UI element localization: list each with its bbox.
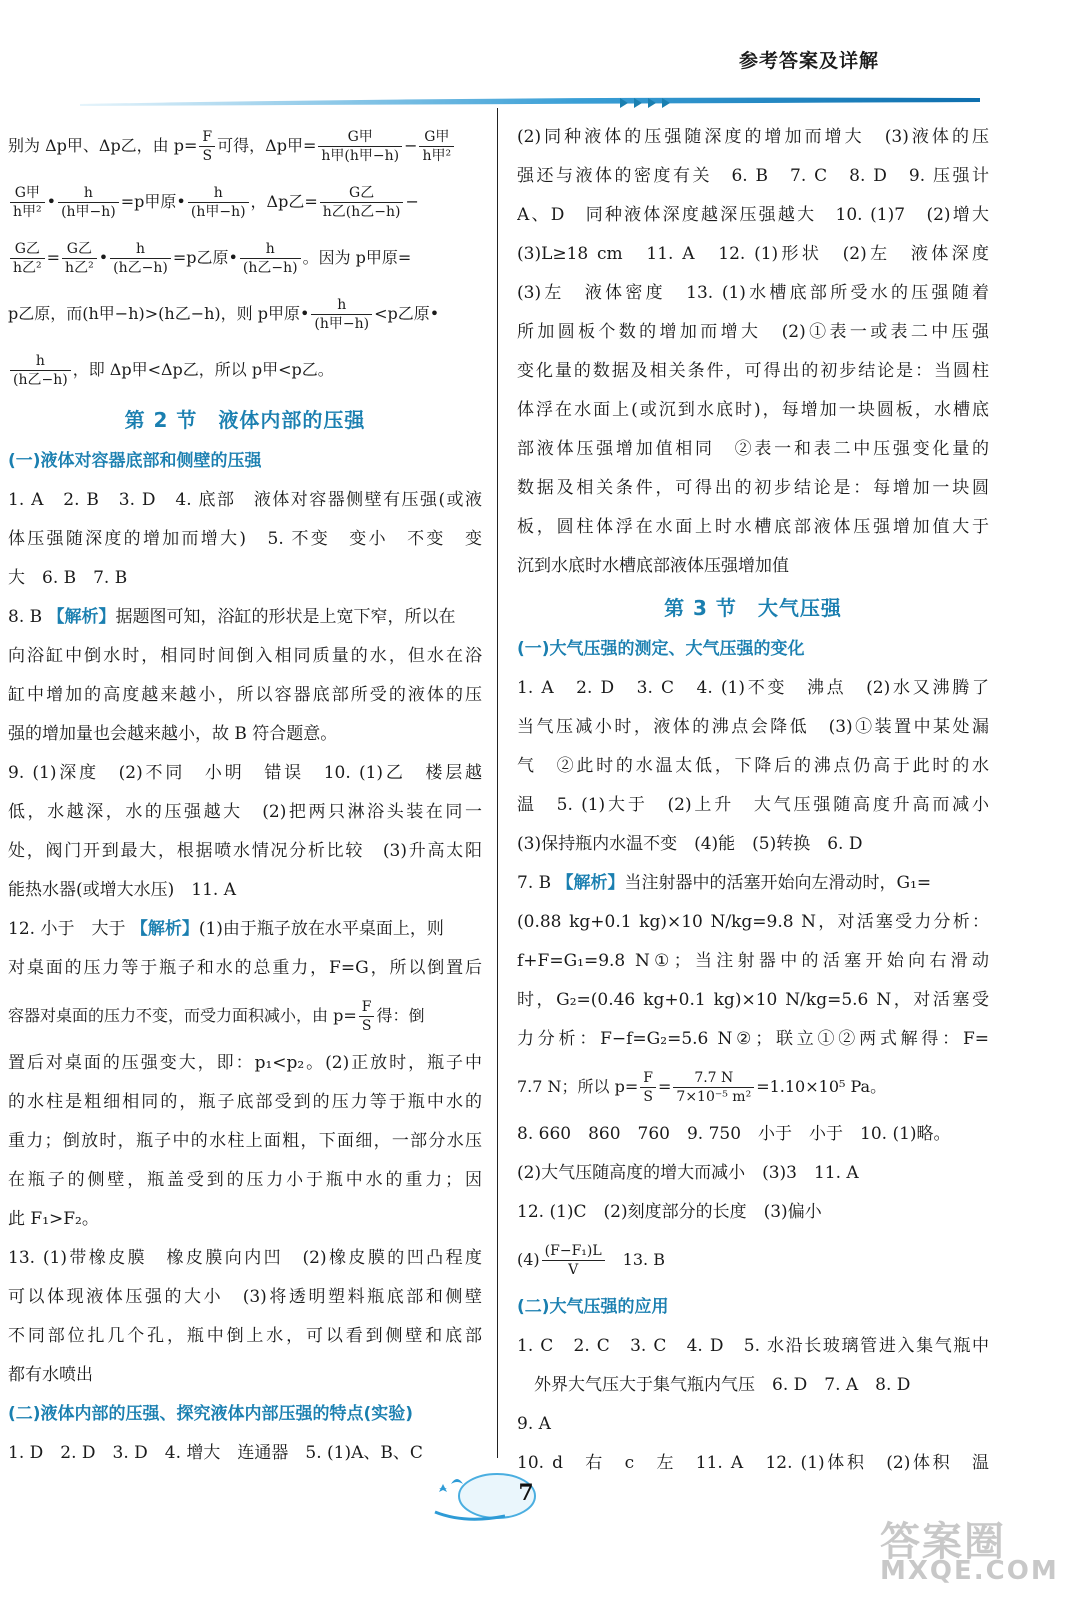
- answer-line: 重力；倒放时，瓶子中的水柱上面粗，下面细，一部分水压: [8, 1131, 482, 1151]
- answer-line: (3)L≥18 cm 11. A 12. (1)形状 (2)左 液体深度: [517, 244, 989, 264]
- column-divider: [497, 108, 498, 1458]
- right-column: [517, 118, 989, 1483]
- header-title: 参考答案及详解: [738, 50, 879, 72]
- formula-line-7: 7.7 N；所以 p= $\frac{F}{S}$ = $\frac{7.7 N}{\text{7×10⁻⁵ m²}}$ =1.10×10⁵ Pa。: [517, 1070, 887, 1105]
- answer-line: 力分析：F−f=G₂=5.6 N②；联立①②两式解得：F=: [517, 1029, 989, 1049]
- analysis-tag: 【解析】: [556, 873, 625, 893]
- answer-line: 温 5. (1)大于 (2)上升 大气压强随高度升高而减小: [517, 795, 989, 815]
- page-number: 7: [518, 1480, 534, 1506]
- answer-line: 所加圆板个数的增加而增大 (2)①表一或表二中压强: [517, 322, 989, 342]
- answer-line: 的水柱是粗细相同的，瓶子底部受到的压力等于瓶中水的: [8, 1092, 482, 1112]
- watermark-url: MXQE.COM: [880, 1556, 1059, 1586]
- subsection-title-liquid-pressure-walls: (一)液体对容器底部和侧壁的压强: [8, 451, 262, 471]
- answer-line-q12: 12. 小于 大于 【解析】(1)由于瓶子放在水平桌面上，则: [8, 919, 444, 939]
- answer-line: 13. (1)带橡皮膜 橡皮膜向内凹 (2)橡皮膜的凹凸程度: [8, 1248, 482, 1268]
- answer-line: 处，阀门开到最大，根据喷水情况分析比较 (3)升高太阳: [8, 841, 482, 861]
- section-title-3: 第 3 节 大气压强: [664, 596, 842, 620]
- answer-line: 9. (1)深度 (2)不同 小明 错误 10. (1)乙 楼层越: [8, 763, 482, 783]
- answer-line: 在瓶子的侧壁，瓶盖受到的压力小于瓶中水的重力；因: [8, 1170, 482, 1190]
- answer-line: 不同部位扎几个孔，瓶中倒上水，可以看到侧壁和底部: [8, 1326, 482, 1346]
- answer-line: 缸中增加的高度越来越小，所以容器底部所受的液体的压: [8, 685, 482, 705]
- answer-line: (3)保持瓶内水温不变 (4)能 (5)转换 6. D: [517, 834, 863, 854]
- answer-line: 强还与液体的密度有关 6. B 7. C 8. D 9. 压强计: [517, 166, 989, 186]
- answer-line: 置后对桌面的压强变大，即：p₁<p₂。(2)正放时，瓶子中: [8, 1053, 482, 1073]
- answer-line: 体浮在水面上(或沉到水底时)，每增加一块圆板，水槽底: [517, 400, 989, 420]
- answer-line: 可以体现液体压强的大小 (3)将透明塑料瓶底部和侧壁: [8, 1287, 482, 1307]
- left-column: [0, 118, 482, 1473]
- answer-line: 数据及相关条件，可得出的初步结论是：每增加一块圆: [517, 478, 989, 498]
- page-header: [0, 30, 1069, 100]
- answer-line: 外界大气压大于集气瓶内气压 6. D 7. A 8. D: [517, 1375, 911, 1395]
- answer-line: 体压强随深度的增加而增大) 5. 不变 变小 不变 变: [8, 529, 482, 549]
- analysis-tag: 【解析】: [47, 607, 116, 627]
- answer-line: 大 6. B 7. B: [8, 568, 128, 588]
- answer-line: (0.88 kg+0.1 kg)×10 N/kg=9.8 N，对活塞受力分析：: [517, 912, 989, 932]
- answer-line: 强的增加量也会越来越小，故 B 符合题意。: [8, 724, 338, 744]
- answer-line: 沉到水底时水槽底部液体压强增加值: [517, 556, 789, 576]
- formula-line-1: 别为 Δp甲、Δp乙，由 p= $\frac{F}{S}$ 可得，Δp甲= $\frac{\text{G甲}}{\text{h甲(h甲−h)}}$ − $\frac{\text{G甲}}{\text{h甲²}}$: [8, 118, 482, 174]
- answer-line: 向浴缸中倒水时，相同时间倒入相同质量的水，但水在浴: [8, 646, 482, 666]
- subsection-title-atmospheric-application: (二)大气压强的应用: [517, 1297, 669, 1317]
- analysis-tag: 【解析】: [130, 919, 199, 939]
- formula-line-6: 容器对桌面的压力不变，而受力面积减小，由 p= $\frac{F}{S}$ 得：倒: [8, 999, 425, 1034]
- answer-line: (2)大气压随高度的增大而减小 (3)3 11. A: [517, 1163, 859, 1183]
- answer-line: 气 ②此时的水温太低，下降后的沸点仍高于此时的水: [517, 756, 989, 776]
- answer-line: 1. A 2. D 3. C 4. (1)不变 沸点 (2)水又沸腾了: [517, 678, 989, 698]
- answer-line: 对桌面的压力等于瓶子和水的总重力，F=G，所以倒置后: [8, 958, 482, 978]
- answer-line: 1. D 2. D 3. D 4. 增大 连通器 5. (1)A、B、C: [8, 1443, 423, 1463]
- watermark-text: 答案圈: [880, 1519, 1006, 1565]
- subsection-title-atmospheric-measurement: (一)大气压强的测定、大气压强的变化: [517, 639, 805, 659]
- section-title-2: 第 2 节 液体内部的压强: [124, 408, 366, 432]
- answer-line-q7: 7. B 【解析】当注射器中的活塞开始向左滑动时，G₁=: [517, 873, 932, 893]
- answer-line: 当气压减小时，液体的沸点会降低 (3)①装置中某处漏: [517, 717, 989, 737]
- answer-line: A、D 同种液体深度越深压强越大 10. (1)7 (2)增大: [517, 205, 989, 225]
- formula-line-8: (4) $\frac{\text{(F−F₁)L}}{V}$ 13. B: [517, 1243, 665, 1278]
- answer-line: 时，G₂=(0.46 kg+0.1 kg)×10 N/kg=5.6 N，对活塞受: [517, 990, 989, 1010]
- formula-line-4: p乙原，而(h甲−h)>(h乙−h)，则 p甲原• $\frac{h}{\text{(h甲−h)}}$ <p乙原•: [8, 297, 440, 332]
- answer-line-q8: 8. B 【解析】据题图可知，浴缸的形状是上宽下窄，所以在: [8, 607, 456, 627]
- answer-line: 能热水器(或增大水压) 11. A: [8, 880, 236, 900]
- answer-line: 9. A: [517, 1414, 551, 1434]
- answer-line: f+F=G₁=9.8 N①；当注射器中的活塞开始向右滑动: [517, 951, 989, 971]
- page-footer: [0, 1458, 1069, 1598]
- answer-line: 低，水越深，水的压强越大 (2)把两只淋浴头装在同一: [8, 802, 482, 822]
- formula-line-3: $\frac{\text{G乙}}{\text{h乙²}}$ = $\frac{\text{G乙}}{\text{h乙²}}$ • $\frac{h}{\text{(h乙−h)}}$ =p乙原• $\frac{h}{\text{(h乙−h)}}$ 。因为 p甲原=: [8, 230, 482, 286]
- formula-line-2: $\frac{\text{G甲}}{\text{h甲²}}$ • $\frac{h}{\text{(h甲−h)}}$ =p甲原• $\frac{h}{\text{(h甲−h)}}$ ，Δp乙= $\frac{\text{G乙}}{\text{h乙(h乙−h)}}$ −: [8, 174, 482, 230]
- answer-line: 10. d 右 c 左 11. A 12. (1)体积 (2)体积 温: [517, 1453, 989, 1473]
- answer-line: 都有水喷出: [8, 1365, 93, 1385]
- answer-line: 12. (1)C (2)刻度部分的长度 (3)偏小: [517, 1202, 822, 1222]
- answer-line: 8. 660 860 760 9. 750 小于 小于 10. (1)略。: [517, 1124, 951, 1144]
- answer-line: 1. A 2. B 3. D 4. 底部 液体对容器侧壁有压强(或液: [8, 490, 482, 510]
- answer-line: 板，圆柱体浮在水面上时水槽底部液体压强增加值大于: [517, 517, 989, 537]
- answer-line: 此 F₁>F₂。: [8, 1209, 99, 1229]
- answer-line: (3)左 液体密度 13. (1)水槽底部所受水的压强随着: [517, 283, 989, 303]
- answer-line: 部液体压强增加值相同 ②表一和表二中压强变化量的: [517, 439, 989, 459]
- answer-line: 变化量的数据及相关条件，可得出的初步结论是：当圆柱: [517, 361, 989, 381]
- subsection-title-liquid-inner-pressure: (二)液体内部的压强、探究液体内部压强的特点(实验): [8, 1404, 414, 1424]
- answer-line: 1. C 2. C 3. C 4. D 5. 水沿长玻璃管进入集气瓶中: [517, 1336, 989, 1356]
- answer-line: (2)同种液体的压强随深度的增加而增大 (3)液体的压: [517, 127, 989, 147]
- header-decoration: [80, 92, 980, 114]
- formula-line-5: $\frac{h}{\text{(h乙−h)}}$ ，即 Δp甲<Δp乙，所以 p甲<p乙。: [8, 342, 482, 398]
